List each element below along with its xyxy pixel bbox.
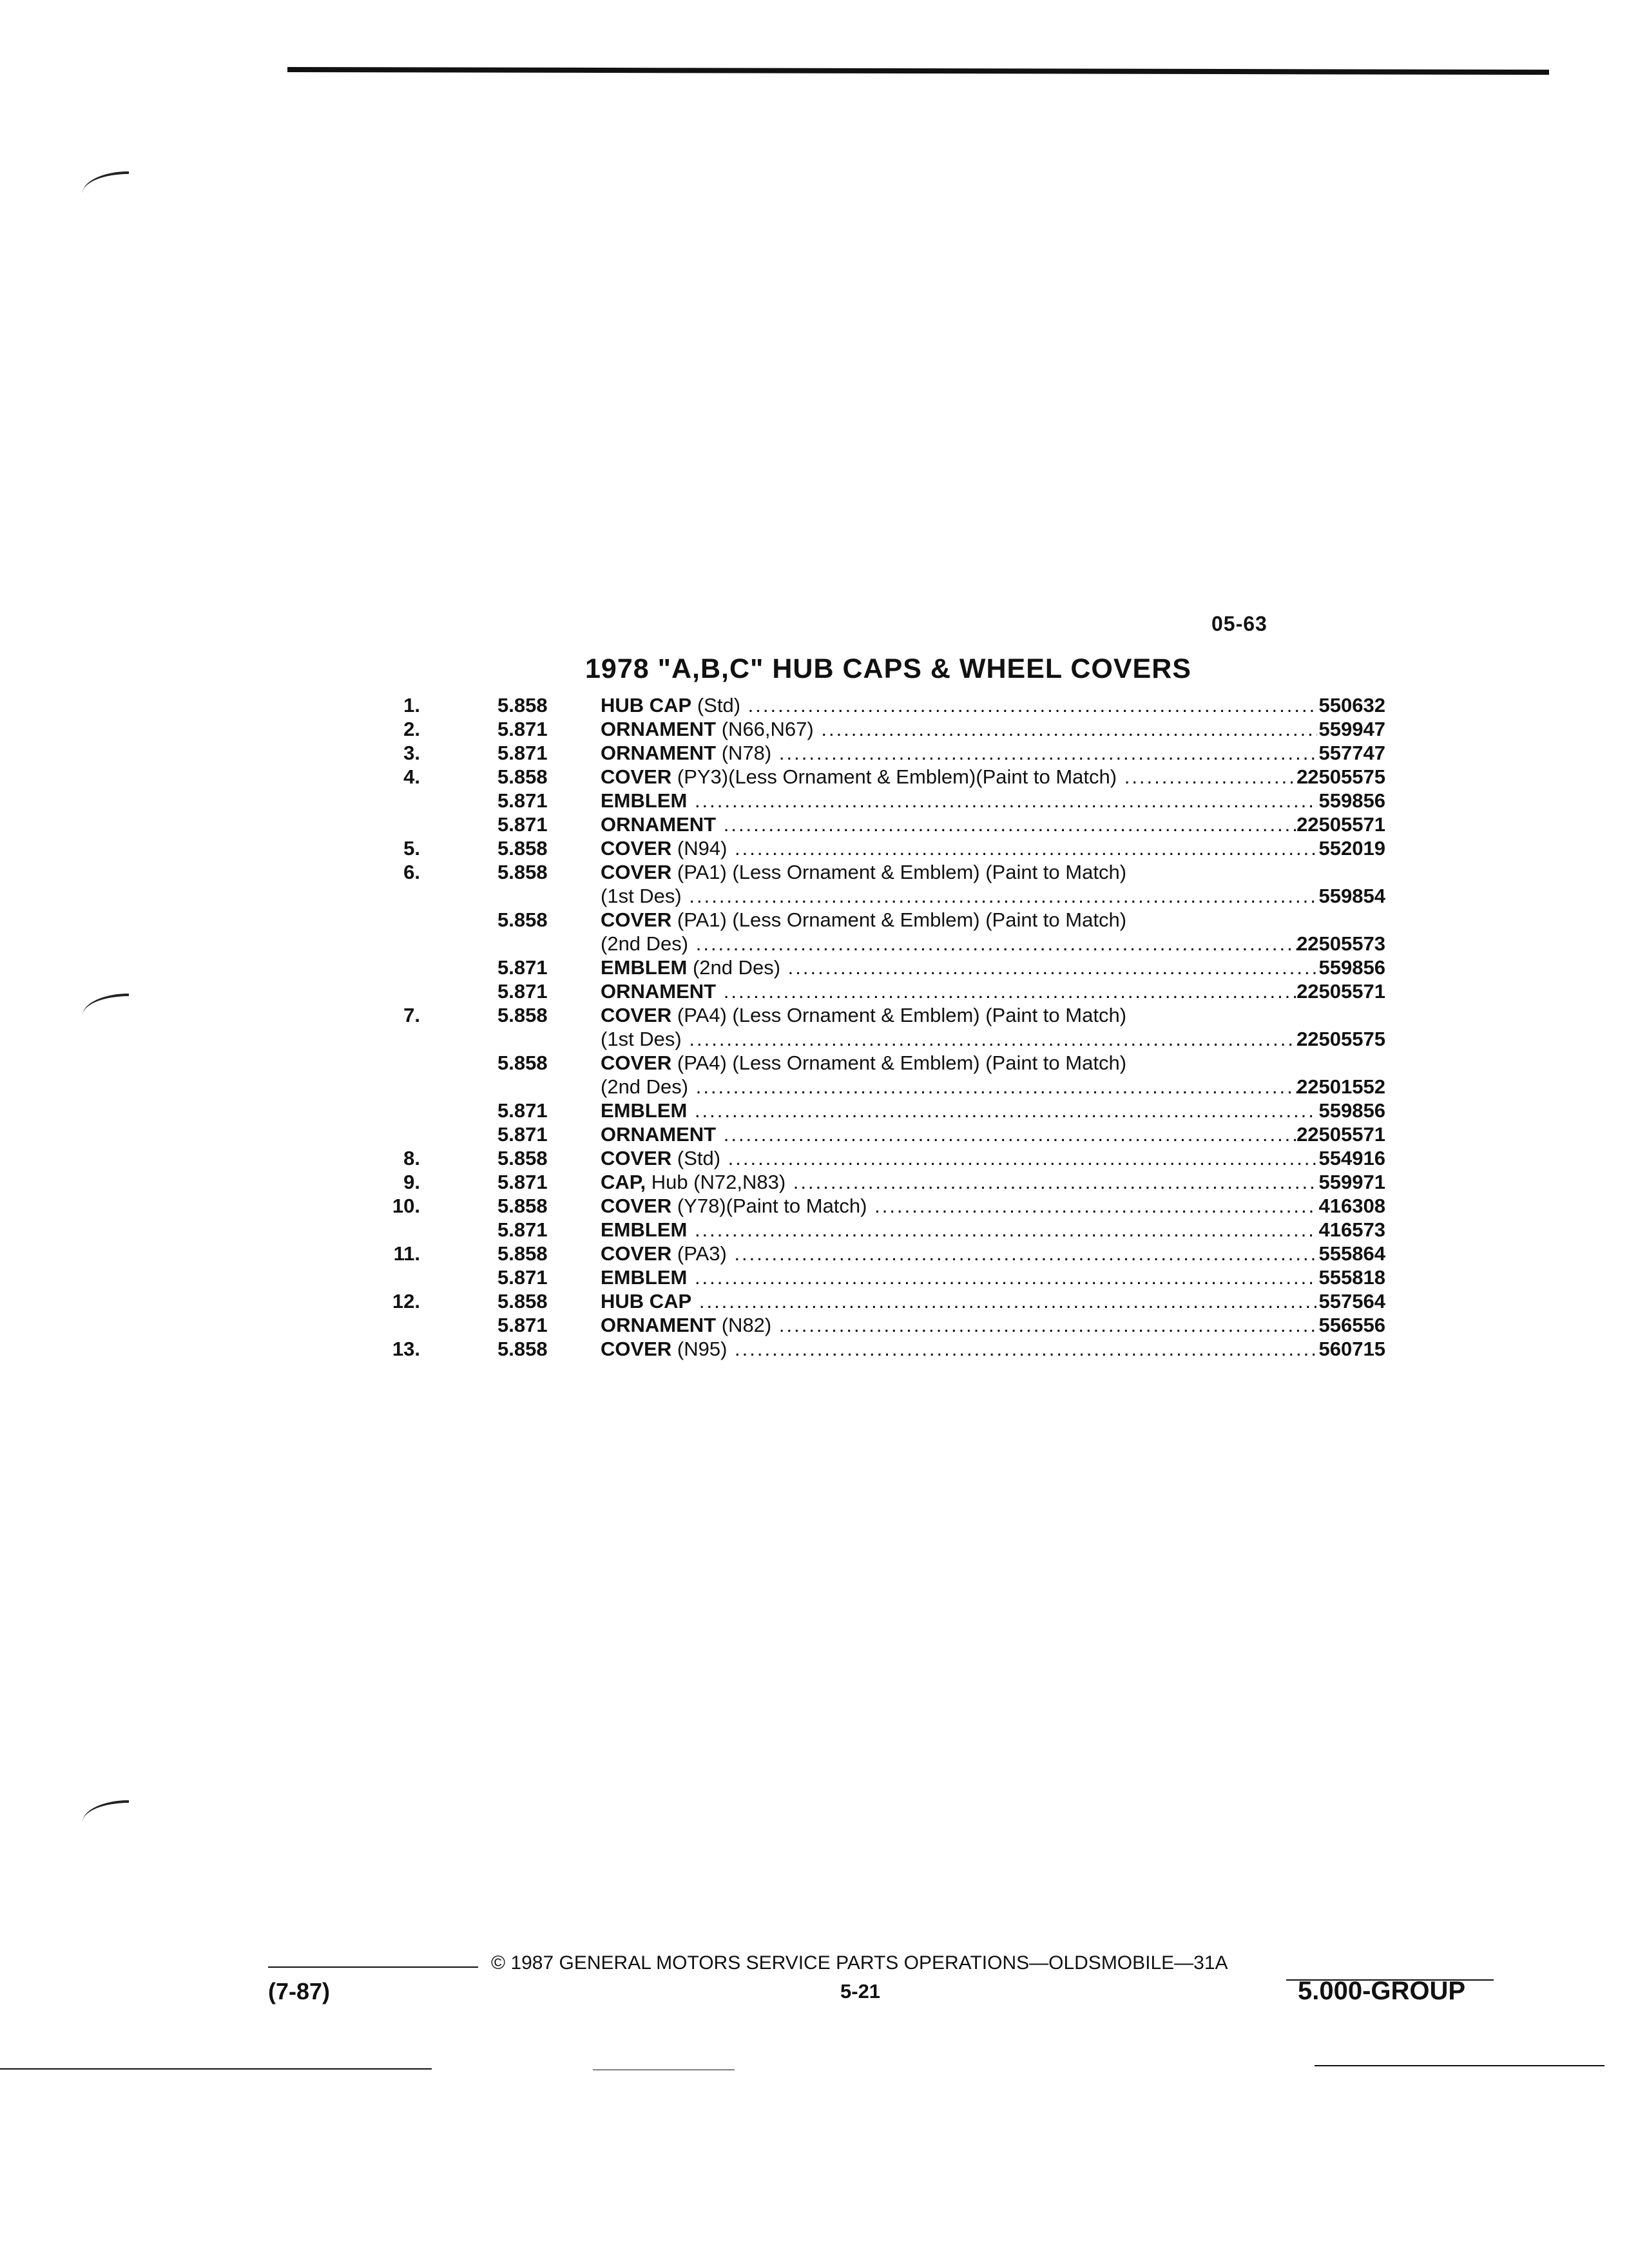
table-row (361, 789, 1385, 812)
part-name: EMBLEM (601, 956, 688, 979)
group-number: 5.858 (497, 837, 548, 860)
part-detail: (Std) (677, 1147, 721, 1169)
part-description (601, 1337, 1317, 1361)
page-code: 05-63 (1211, 612, 1268, 635)
part-name: ORNAMENT (601, 1123, 717, 1146)
table-row (361, 1146, 1385, 1170)
margin-mark (82, 1800, 129, 1822)
item-number: 9. (403, 1171, 420, 1193)
part-description (601, 789, 1317, 812)
table-row (361, 741, 1385, 765)
part-number: 559854 (1318, 885, 1385, 907)
table-row (361, 1242, 1385, 1265)
table-row (361, 1051, 1385, 1099)
part-name: EMBLEM (601, 789, 688, 812)
part-number: 560715 (1318, 1338, 1385, 1360)
part-description (601, 1170, 1317, 1194)
part-name: ORNAMENT (601, 742, 717, 764)
table-row (361, 908, 1385, 956)
footer-rule-left (268, 1966, 478, 1968)
group-number: 5.858 (497, 765, 548, 788)
item-number: 13. (392, 1338, 420, 1360)
table-row (361, 956, 1385, 979)
group-number: 5.871 (497, 718, 548, 740)
item-number: 8. (403, 1147, 420, 1169)
part-name: COVER (601, 861, 672, 883)
item-number: 4. (403, 765, 420, 788)
part-number: 416573 (1318, 1218, 1385, 1241)
part-name: HUB CAP (601, 694, 692, 716)
item-number: 11. (393, 1242, 420, 1265)
table-row (361, 1194, 1385, 1218)
part-name: EMBLEM (601, 1266, 688, 1289)
table-row (361, 1003, 1385, 1051)
table-row (361, 1170, 1385, 1194)
part-name: ORNAMENT (601, 1314, 717, 1336)
table-row (361, 1218, 1385, 1242)
part-name: ORNAMENT (601, 718, 717, 740)
item-number: 12. (392, 1290, 420, 1312)
part-description (601, 812, 1317, 836)
part-name: COVER (601, 1195, 672, 1217)
part-description (601, 693, 1317, 717)
group-number: 5.871 (497, 956, 548, 979)
part-number: 556556 (1318, 1314, 1385, 1336)
part-detail: (2nd Des) (692, 956, 781, 979)
part-detail: (N82) (721, 1314, 772, 1336)
part-number: 22505571 (1296, 1123, 1385, 1146)
part-number: 550632 (1318, 694, 1385, 716)
table-row (361, 860, 1385, 908)
part-number: 22505573 (1296, 932, 1385, 955)
item-number: 7. (403, 1004, 420, 1026)
table-row (361, 1265, 1385, 1289)
group-number: 5.871 (497, 980, 548, 1003)
group-number: 5.858 (497, 1242, 548, 1265)
item-number: 5. (403, 837, 420, 860)
group-number: 5.858 (497, 908, 548, 931)
part-number: 559947 (1318, 718, 1385, 740)
part-number: 22505575 (1296, 1028, 1385, 1050)
part-name: COVER (601, 908, 672, 931)
table-row (361, 1099, 1385, 1122)
item-number: 2. (403, 718, 420, 740)
part-description (601, 1289, 1317, 1313)
part-detail: (N78) (721, 742, 772, 764)
part-name: COVER (601, 1052, 672, 1074)
part-detail: (N94) (677, 837, 728, 860)
table-row (361, 1313, 1385, 1337)
part-number: 22505571 (1296, 980, 1385, 1003)
part-number: 416308 (1318, 1195, 1385, 1217)
group-number: 5.858 (497, 1147, 548, 1169)
part-detail: Hub (N72,N83) (651, 1171, 786, 1193)
margin-mark (82, 171, 129, 193)
top-rule (287, 67, 1549, 75)
part-name: EMBLEM (601, 1218, 688, 1241)
part-name: EMBLEM (601, 1099, 688, 1122)
part-description (601, 836, 1317, 860)
item-number: 1. (403, 694, 420, 716)
part-detail: (PY3)(Less Ornament & Emblem)(Paint to Match) (677, 765, 1117, 788)
part-number: 557747 (1318, 742, 1385, 764)
part-number: 559971 (1318, 1171, 1385, 1193)
part-description (601, 1099, 1317, 1122)
group-number: 5.871 (497, 1266, 548, 1289)
part-detail: (PA1) (Less Ornament & Emblem) (Paint to Match) (677, 908, 1127, 931)
part-name: ORNAMENT (601, 813, 717, 836)
part-detail-continued: (1st Des) (601, 885, 682, 907)
part-description (601, 908, 1317, 956)
part-description (601, 956, 1317, 979)
table-row (361, 765, 1385, 789)
part-name: HUB CAP (601, 1290, 692, 1312)
table-row (361, 1122, 1385, 1146)
margin-mark (82, 994, 129, 1015)
item-number: 10. (392, 1195, 420, 1217)
group-number: 5.858 (497, 861, 548, 883)
footer-copyright: © 1987 GENERAL MOTORS SERVICE PARTS OPERATIONS—OLDSMOBILE—31A (491, 1952, 1228, 1974)
part-description (601, 717, 1317, 741)
footer-page-number: 5-21 (840, 1980, 881, 2003)
item-number: 3. (403, 742, 420, 764)
part-number: 22505571 (1296, 813, 1385, 836)
item-number: 6. (403, 861, 420, 883)
part-description (601, 1242, 1317, 1265)
part-description (601, 765, 1317, 789)
part-description (601, 1265, 1317, 1289)
group-number: 5.858 (497, 1290, 548, 1312)
part-detail-continued: (2nd Des) (601, 1075, 689, 1098)
part-number: 559856 (1318, 1099, 1385, 1122)
group-number: 5.858 (497, 1052, 548, 1074)
part-name: COVER (601, 1242, 672, 1265)
part-number: 555864 (1318, 1242, 1385, 1265)
table-row (361, 693, 1385, 717)
group-number: 5.871 (497, 1123, 548, 1146)
part-description (601, 1313, 1317, 1337)
bottom-edge-rule (0, 2068, 432, 2070)
part-detail: (Std) (697, 694, 741, 716)
part-detail: (Y78)(Paint to Match) (677, 1195, 867, 1217)
part-detail: (PA1) (Less Ornament & Emblem) (Paint to Match) (677, 861, 1127, 883)
group-number: 5.871 (497, 742, 548, 764)
part-name: COVER (601, 765, 672, 788)
group-number: 5.871 (497, 1218, 548, 1241)
part-name: COVER (601, 1004, 672, 1026)
group-number: 5.871 (497, 1314, 548, 1336)
part-detail: (PA4) (Less Ornament & Emblem) (Paint to Match) (677, 1004, 1127, 1026)
part-description (601, 741, 1317, 765)
table-row (361, 1289, 1385, 1313)
footer-date-code: (7-87) (268, 1978, 331, 2004)
part-name: ORNAMENT (601, 980, 717, 1003)
part-number: 557564 (1318, 1290, 1385, 1312)
group-number: 5.871 (497, 1099, 548, 1122)
footer-group-label: 5.000-GROUP (1298, 1977, 1466, 2005)
group-number: 5.871 (497, 789, 548, 812)
part-name: CAP, (601, 1171, 646, 1193)
part-number: 555818 (1318, 1266, 1385, 1289)
part-name: COVER (601, 1147, 672, 1169)
part-description (601, 1003, 1317, 1051)
part-description (601, 1051, 1317, 1099)
part-description (601, 979, 1317, 1003)
part-description (601, 1122, 1317, 1146)
part-detail: (PA4) (Less Ornament & Emblem) (Paint to Match) (677, 1052, 1127, 1074)
part-number: 554916 (1318, 1147, 1385, 1169)
table-row (361, 717, 1385, 741)
part-description (601, 1218, 1317, 1242)
part-name: COVER (601, 1338, 672, 1360)
part-detail-continued: (1st Des) (601, 1028, 682, 1050)
part-detail: (N95) (677, 1338, 728, 1360)
group-number: 5.871 (497, 1171, 548, 1193)
group-number: 5.858 (497, 694, 548, 716)
bottom-edge-rule (1315, 2065, 1605, 2066)
table-row (361, 836, 1385, 860)
parts-list (361, 693, 1385, 1361)
page-title: 1978 "A,B,C" HUB CAPS & WHEEL COVERS (585, 653, 1191, 684)
part-detail: (PA3) (677, 1242, 727, 1265)
part-description (601, 860, 1317, 908)
part-detail-continued: (2nd Des) (601, 932, 689, 955)
group-number: 5.871 (497, 813, 548, 836)
group-number: 5.858 (497, 1004, 548, 1026)
part-name: COVER (601, 837, 672, 860)
part-number: 22501552 (1296, 1075, 1385, 1098)
part-number: 22505575 (1296, 765, 1385, 788)
group-number: 5.858 (497, 1338, 548, 1360)
table-row (361, 1337, 1385, 1361)
part-description (601, 1194, 1317, 1218)
part-number: 559856 (1318, 956, 1385, 979)
table-row (361, 812, 1385, 836)
part-detail: (N66,N67) (721, 718, 814, 740)
group-number: 5.858 (497, 1195, 548, 1217)
part-number: 559856 (1318, 789, 1385, 812)
part-description (601, 1146, 1317, 1170)
part-number: 552019 (1318, 837, 1385, 860)
table-row (361, 979, 1385, 1003)
